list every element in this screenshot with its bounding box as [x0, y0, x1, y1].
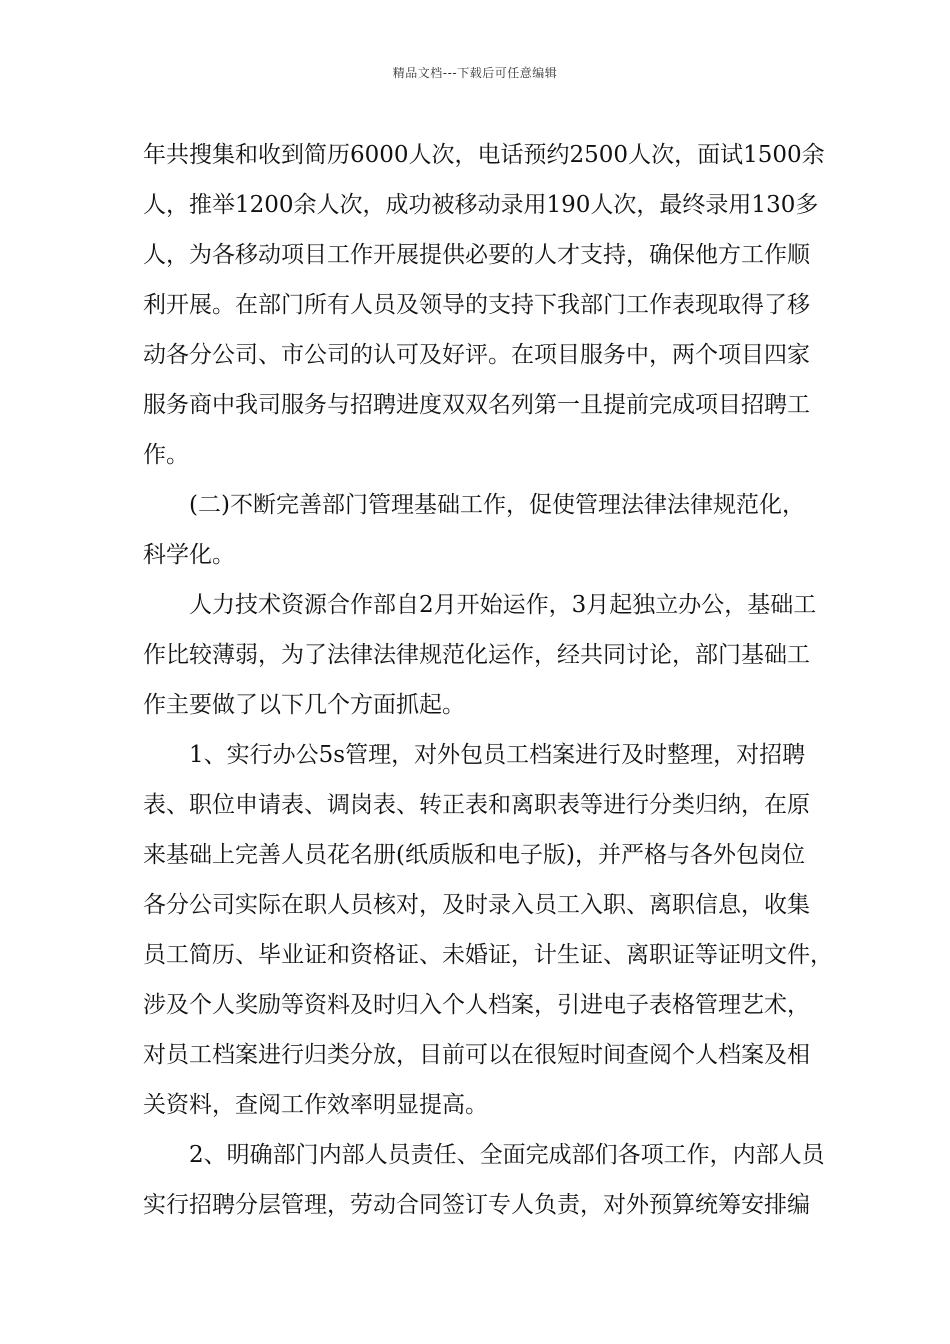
text-line: 实行招聘分层管理，劳动合同签订专人负责，对外预算统筹安排编 [143, 1192, 810, 1218]
text-line: 涉及个人奖励等资料及时归入个人档案，引进电子表格管理艺术， [143, 992, 810, 1018]
text-line: 对员工档案进行归类分放，目前可以在很短时间查阅个人档案及相 [143, 1042, 810, 1068]
text-line: 服务商中我司服务与招聘进度双双名列第一且提前完成项目招聘工 [143, 392, 810, 418]
text-line: 年共搜集和收到简历6000人次，电话预约2500人次，面试1500余 [143, 142, 825, 168]
page-header: 精品文档---下载后可任意编辑 [392, 66, 558, 80]
text-line: 来基础上完善人员花名册(纸质版和电子版)，并严格与各外包岗位 [143, 842, 805, 868]
paragraph-start: 人力技术资源合作部自2月开始运作，3月起独立办公，基础工 [189, 592, 817, 618]
list-item-1-start: 1、实行办公5s管理，对外包员工档案进行及时整理，对招聘 [189, 742, 806, 768]
text-line: 动各分公司、市公司的认可及好评。在项目服务中，两个项目四家 [143, 342, 810, 368]
document-body [143, 130, 833, 1230]
text-line: 各分公司实际在职人员核对，及时录入员工入职、离职信息，收集 [143, 892, 810, 918]
text-line: 利开展。在部门所有人员及领导的支持下我部门工作表现取得了移 [143, 292, 810, 318]
text-line: 表、职位申请表、调岗表、转正表和离职表等进行分类归纳，在原 [143, 792, 810, 818]
text-line: 作主要做了以下几个方面抓起。 [143, 692, 465, 718]
text-line: 人，推举1200余人次，成功被移动录用190人次，最终录用130多 [143, 192, 819, 218]
text-line: 关资料，查阅工作效率明显提高。 [143, 1092, 488, 1118]
section-heading: (二)不断完善部门管理基础工作，促使管理法律法律规范化， [189, 492, 805, 518]
text-line: 员工简历、毕业证和资格证、未婚证，计生证、离职证等证明文件， [143, 942, 833, 968]
list-item-2-start: 2、明确部门内部人员责任、全面完成部们各项工作，内部人员 [189, 1142, 825, 1168]
text-line: 人，为各移动项目工作开展提供必要的人才支持，确保他方工作顺 [143, 242, 810, 268]
text-line: 作。 [143, 442, 189, 468]
text-line: 作比较薄弱，为了法律法律规范化运作，经共同讨论，部门基础工 [143, 642, 810, 668]
section-heading-continued: 科学化。 [143, 542, 235, 568]
